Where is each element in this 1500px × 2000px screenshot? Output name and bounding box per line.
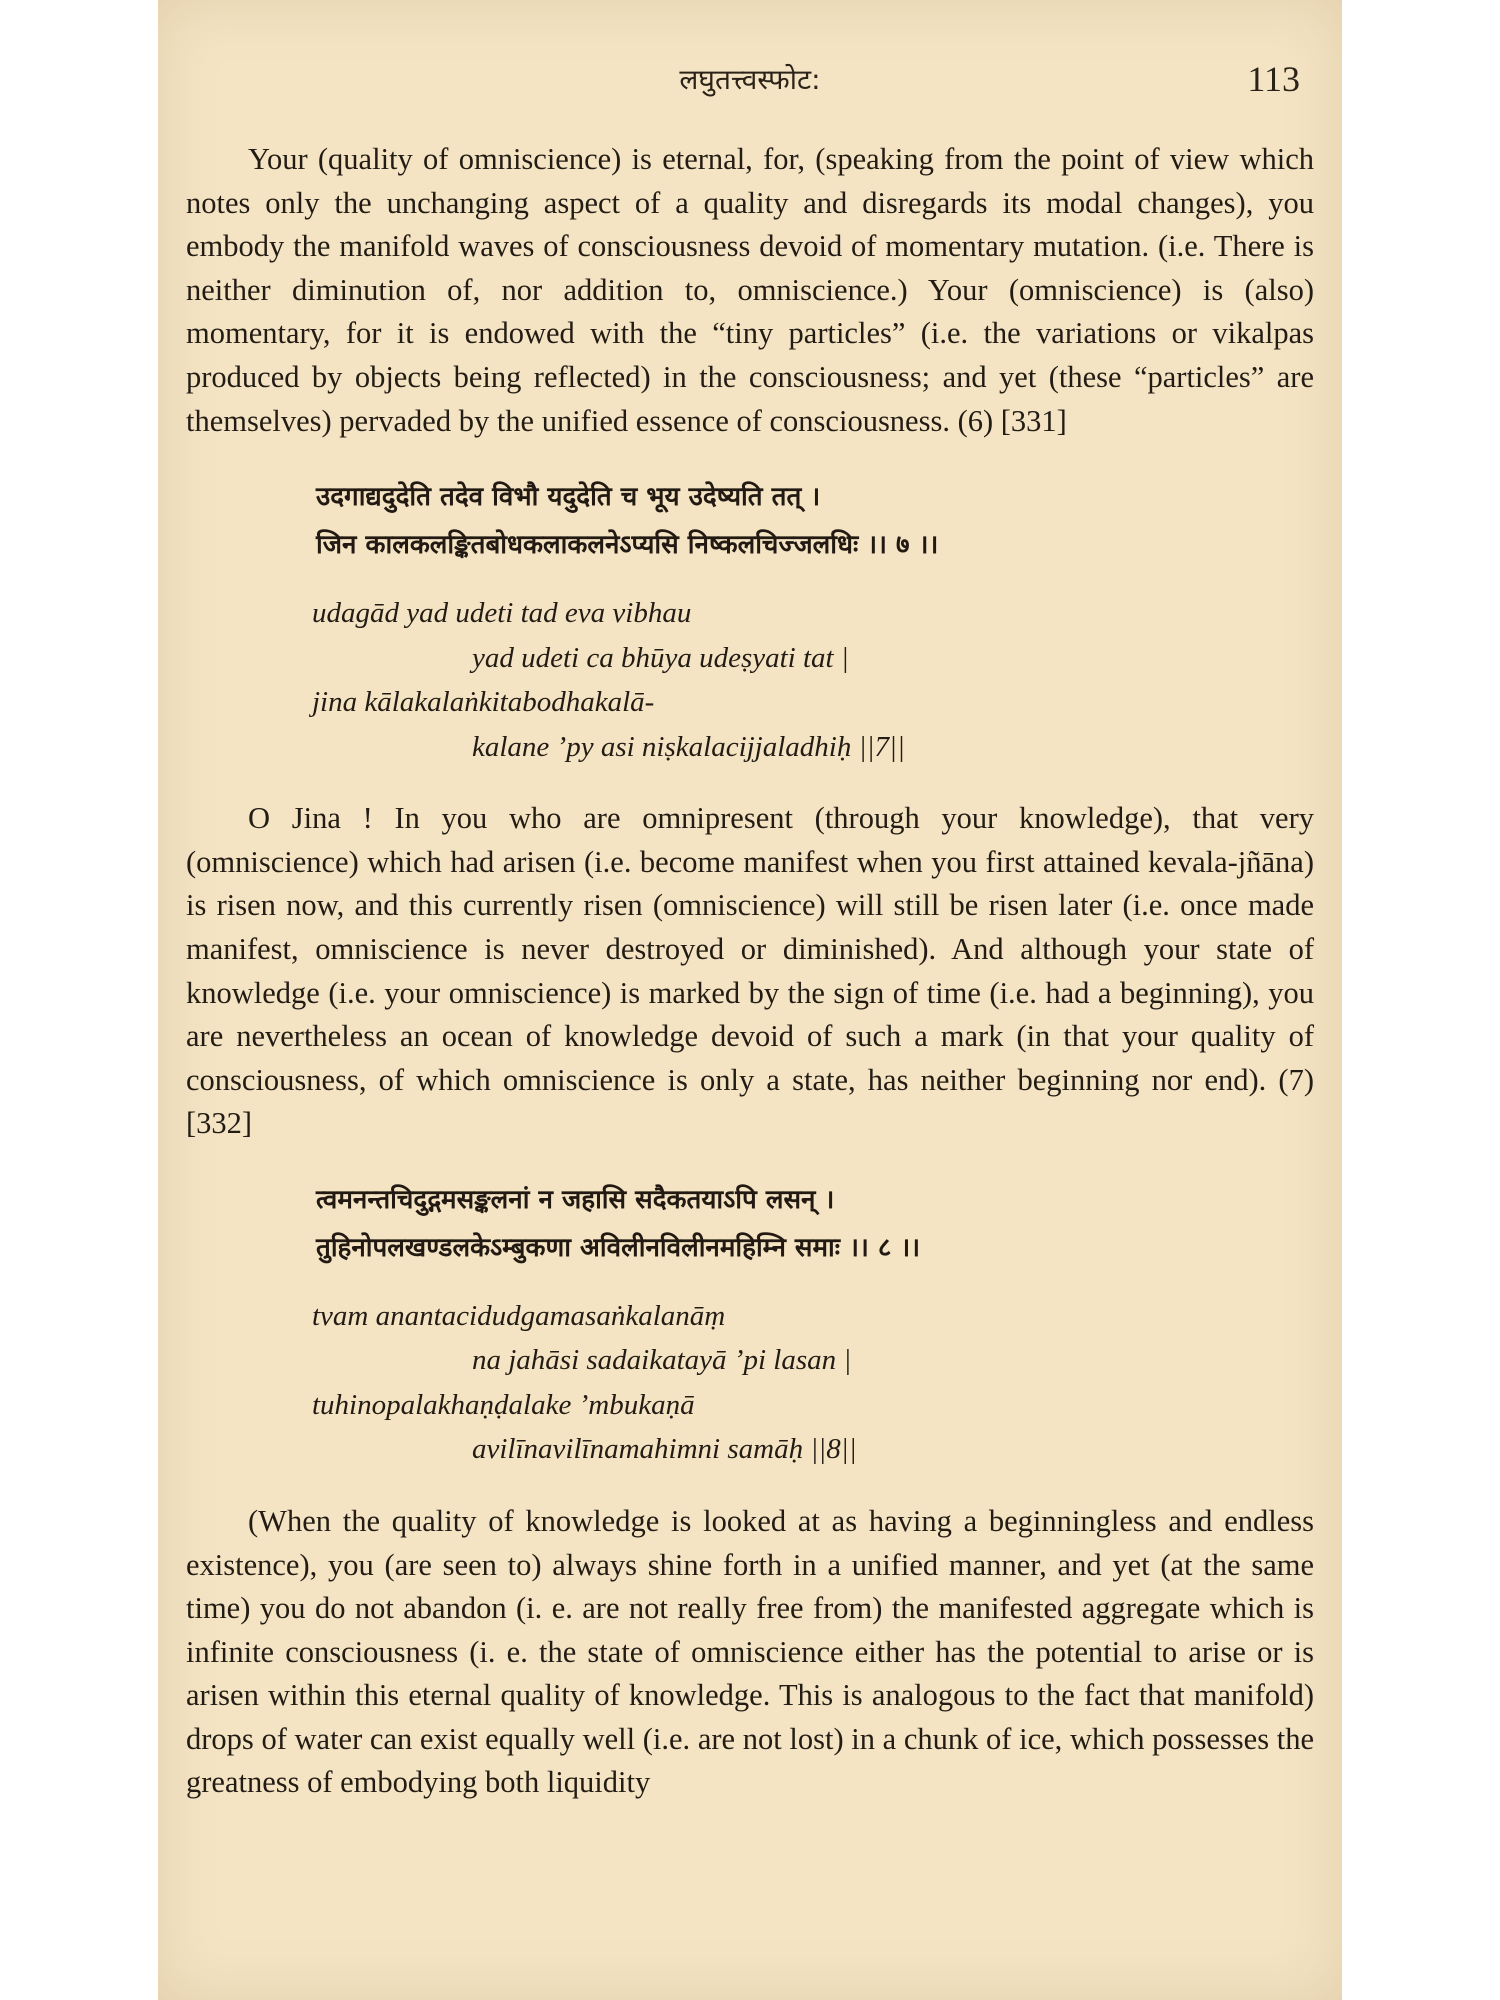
running-title: लघुतत्त्वस्फोट: xyxy=(679,63,821,96)
translit-line: tuhinopalakhaṇḍalake ’mbukaṇā xyxy=(312,1388,695,1421)
sanskrit-line: तुहिनोपलखण्डलकेऽम्बुकणा अविलीनविलीनमहिम्नि समाः ।। ८ ।। xyxy=(316,1232,921,1263)
translit-line: tvam anantacidudgamasaṅkalanāṃ xyxy=(312,1299,726,1332)
translit-line: yad udeti ca bhūya udeṣyati tat | xyxy=(472,641,849,674)
translit-line: jina kālakalaṅkitabodhakalā- xyxy=(312,686,655,719)
transliteration-verse-7 xyxy=(312,591,1314,769)
sanskrit-verse-8 xyxy=(316,1176,1314,1272)
sanskrit-verse-7 xyxy=(316,473,1314,569)
commentary-paragraph-8: (When the quality of knowledge is looked at as having a beginningless and endless existence), you (are seen to) always shine forth in a unified manner, and yet (at the same time) you do not abandon (i. e. are not really free from) the manifested aggregate which is infinite consciousness (i. e. the state of omniscience either has the potential to arise or is arisen within this eternal quality of knowledge. This is analogous to the fact that manifold) drops of water can exist equally well (i.e. are not lost) in a chunk of ice, which possesses the greatness of embodying both liquidity xyxy=(186,1503,1314,1800)
page-number: 113 xyxy=(1247,59,1300,99)
sanskrit-line: त्वमनन्तचिदुद्गमसङ्कलनां न जहासि सदैकतयाऽपि लसन् । xyxy=(316,1184,835,1215)
commentary-paragraph-6: Your (quality of omniscience) is eternal, for, (speaking from the point of view which notes only the unchanging aspect of a quality and disregards its modal changes), you embody the manifold waves of consciousness devoid of momentary mutation. (i.e. There is neither diminution of, nor addition to, omniscience.) Your (omniscience) is (also) momentary, for it is endowed with the “tiny particles” (i.e. the variations or vikalpas produced by objects being reflected) in the consciousness; and yet (these “particles” are themselves) pervaded by the unified essence of consciousness. (6) [331] xyxy=(186,142,1314,438)
transliteration-verse-8 xyxy=(312,1294,1314,1472)
translit-line: avilīnavilīnamahimni samāḥ ||8|| xyxy=(472,1433,857,1466)
page-header xyxy=(158,58,1342,108)
sanskrit-line: उदगाद्यदुदेति तदेव विभौ यदुदेति च भूय उदेष्यति तत् । xyxy=(316,482,821,513)
translit-line: udagād yad udeti tad eva vibhau xyxy=(312,597,692,630)
book-page xyxy=(158,0,1342,2000)
commentary-paragraph-7: O Jina ! In you who are omnipresent (through your knowledge), that very (omniscience) which had arisen (i.e. become manifest when you first attained kevala-jñāna) is risen now, and this currently risen (omniscience) will still be risen later (i.e. once made manifest, omniscience is never destroyed or diminished). And although your state of knowledge (i.e. your omniscience) is marked by the sign of time (i.e. had a beginning), you are nevertheless an ocean of knowledge devoid of such a mark (in that your quality of consciousness, of which omniscience is only a state, has neither beginning nor end). (7) [332] xyxy=(186,801,1314,1141)
translit-line: kalane ’py asi niṣkalacijjaladhiḥ ||7|| xyxy=(472,730,905,763)
sanskrit-line: जिन कालकलङ्कितबोधकलाकलनेऽप्यसि निष्कलचिज्जलधिः ।। ७ ।। xyxy=(316,530,939,561)
page-body xyxy=(186,138,1314,1805)
translit-line: na jahāsi sadaikatayā ’pi lasan | xyxy=(472,1344,852,1377)
